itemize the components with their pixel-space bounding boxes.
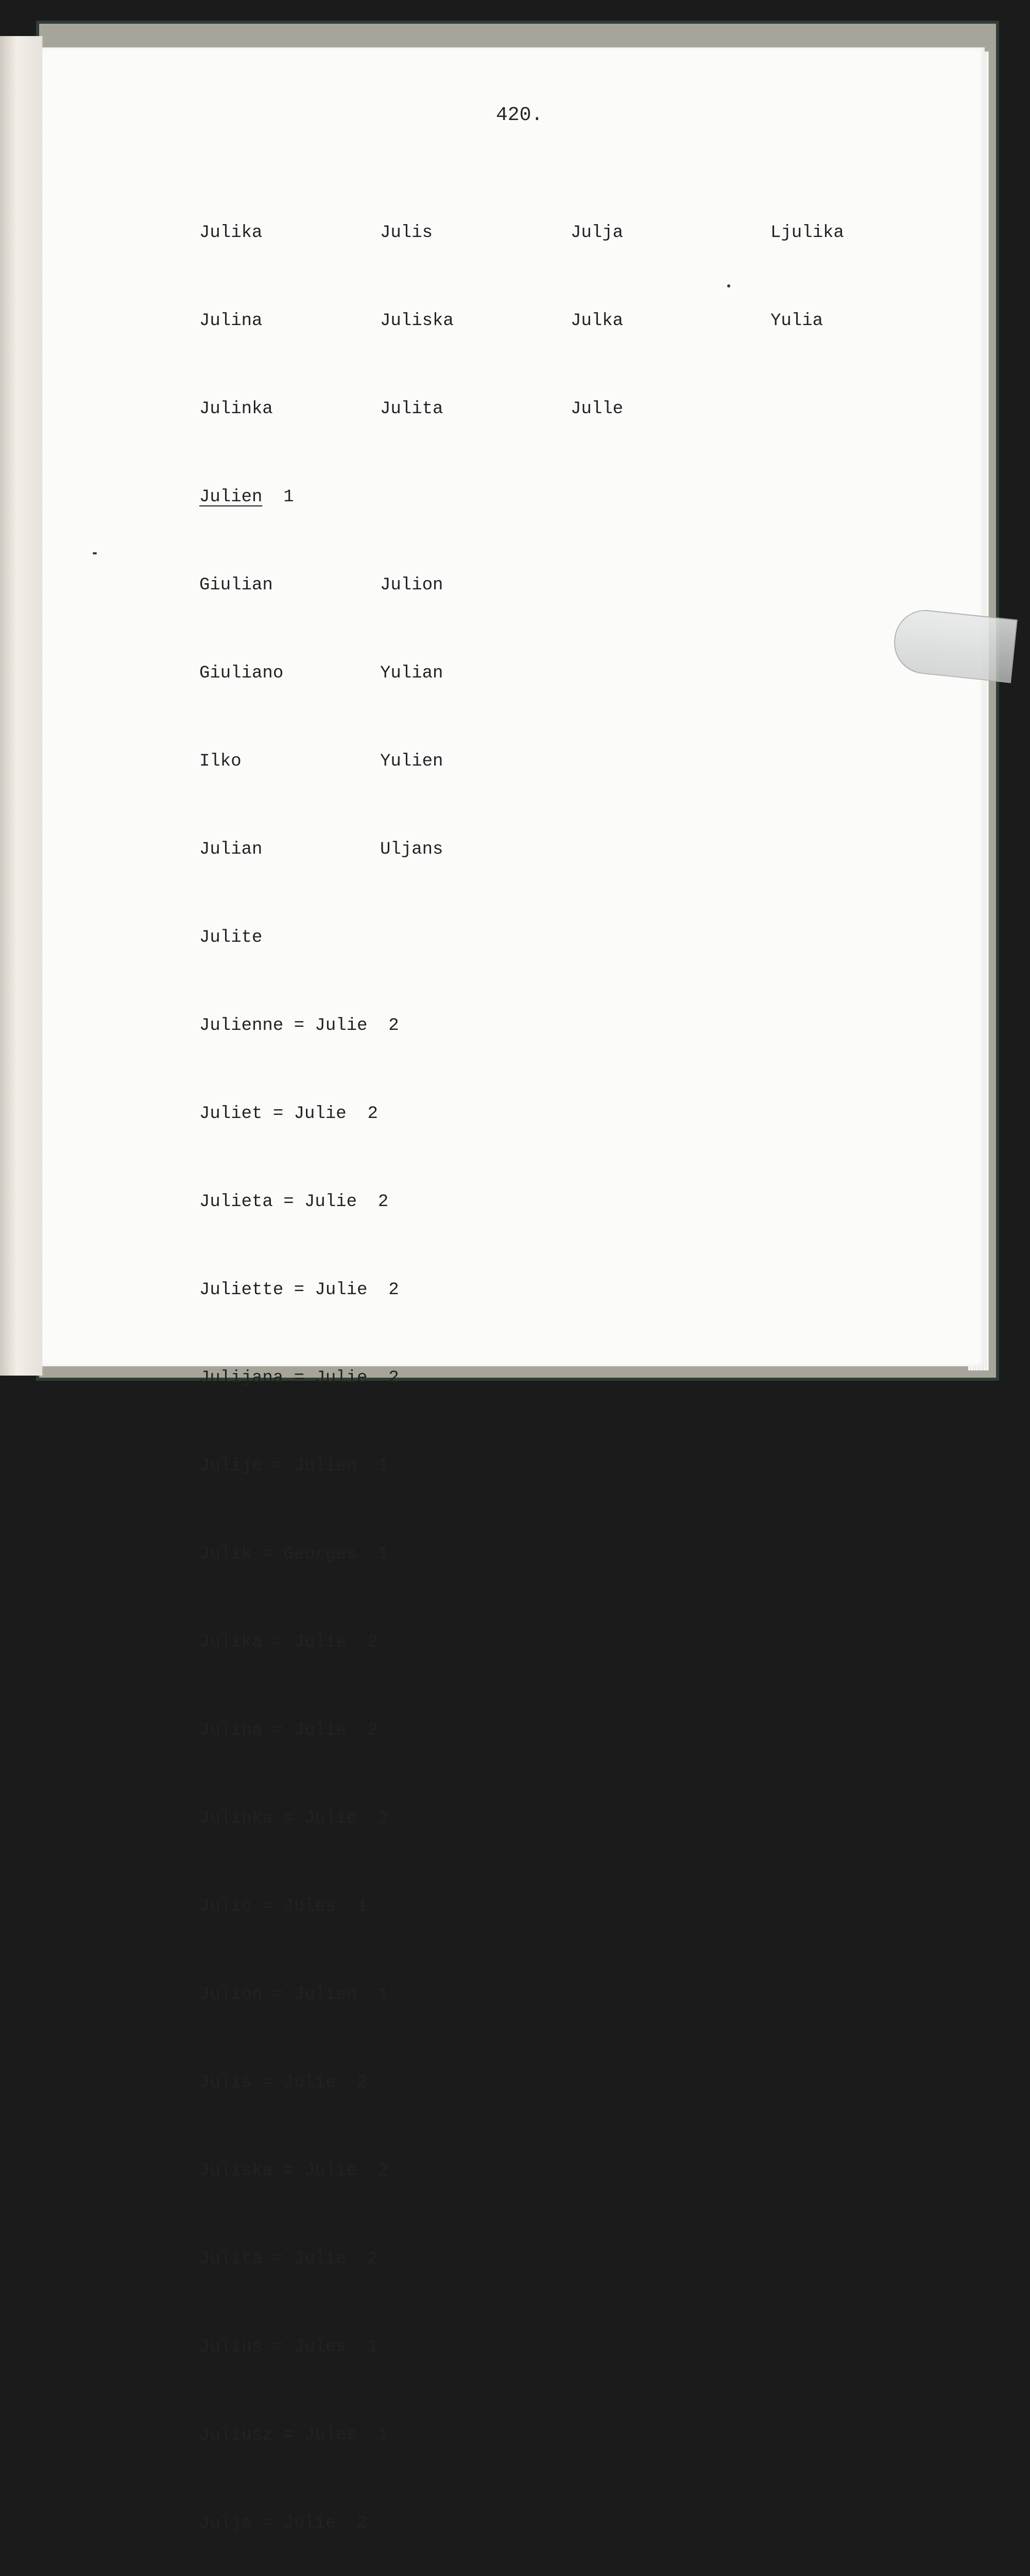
entry: Julieta = Julie 2 (199, 1192, 389, 1212)
entry: Julije = Julien 1 (199, 1456, 389, 1476)
column-2 (380, 160, 454, 923)
entry: Juliette = Julie 2 (199, 1280, 399, 1300)
entry: Julja = Julie 2 (199, 2514, 368, 2533)
left-page-edge (0, 36, 43, 1376)
entry: Julita (380, 399, 443, 419)
entry: Julka (571, 311, 624, 331)
entry: Julio = Jules 1 (199, 1897, 368, 1917)
column-1 (199, 160, 399, 2576)
entry: Ljulika (770, 223, 844, 243)
entry: Yulia (770, 311, 823, 331)
entry: Julian (199, 840, 263, 859)
entry: Juliska = Julie 2 (199, 2161, 389, 2181)
entry: Julijana = Julie 2 (199, 1368, 399, 1388)
document-page (42, 47, 985, 2533)
entry: Julita = Julie 2 (199, 2249, 378, 2269)
entry: Uljans (380, 840, 443, 859)
entry: Julika (199, 223, 263, 243)
entry: Julius = Jules 1 (199, 2337, 378, 2357)
entry: Julinka (199, 399, 273, 419)
entry: Julite (199, 928, 263, 947)
entry: Yulien (380, 752, 443, 771)
entry: Giuliano (199, 664, 284, 683)
entry: Julina = Julie 2 (199, 1721, 378, 1740)
ink-speck (727, 284, 730, 287)
entry: Julinka = Julie 2 (199, 1809, 389, 1828)
entry: Juliusz = Jules 1 (199, 2426, 389, 2445)
column-3 (571, 160, 623, 483)
entry: Julja (571, 223, 624, 243)
entry: Julis (380, 223, 433, 243)
entry: Julienne = Julie 2 (199, 1016, 399, 1036)
entry: Julis = Julie 2 (199, 2073, 368, 2093)
entry: Juliet = Julie 2 (199, 1104, 378, 1124)
ink-speck (93, 552, 97, 554)
entry: Julion (380, 575, 443, 595)
entry: Giulian (199, 575, 273, 595)
entry: Juliska (380, 311, 454, 331)
headword-underlined: Julien (199, 487, 263, 507)
page-number: 420. (496, 104, 543, 126)
entry: Julion = Julien 1 (199, 1985, 389, 2005)
entry-blank (380, 483, 454, 512)
entry: Yulian (380, 664, 443, 683)
column-4 (770, 160, 844, 395)
entry: Ilko (199, 752, 242, 771)
entry: Julika = Julie 2 (199, 1633, 378, 1652)
entry: Julle (571, 399, 624, 419)
entry: Julina (199, 311, 263, 331)
headword-entry: Julien 1 (199, 487, 294, 507)
entry: Julik = Georges 1 (199, 1545, 389, 1564)
